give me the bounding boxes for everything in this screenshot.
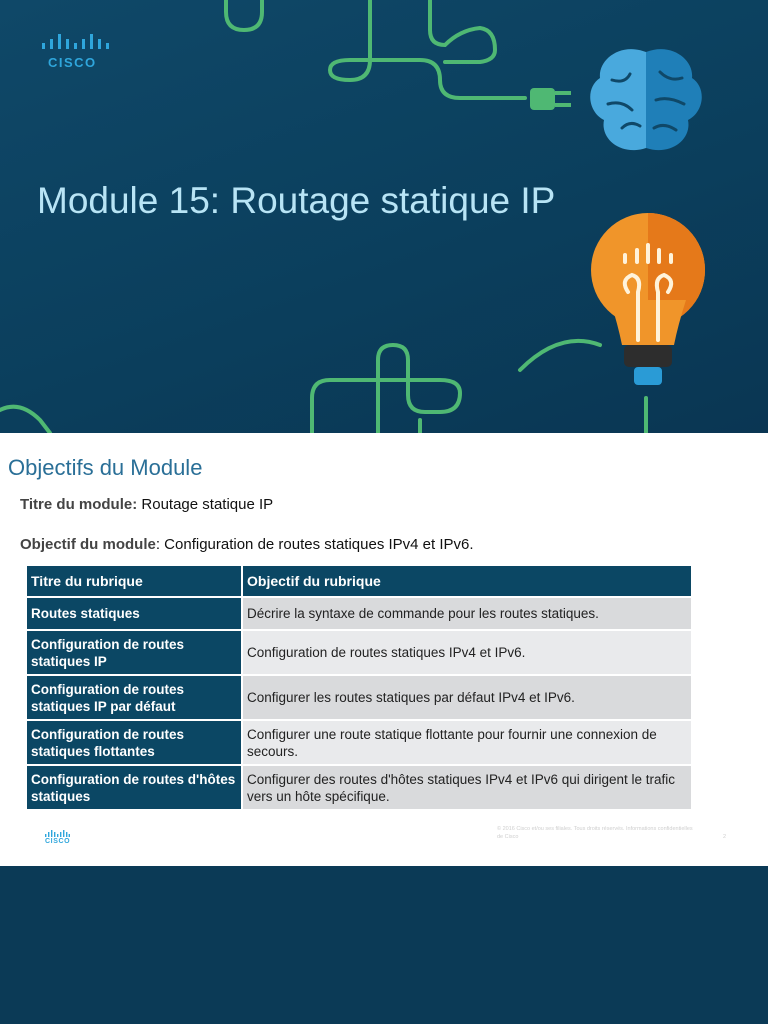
header-topic-objective: Objectif du rubrique <box>243 566 691 596</box>
objectives-slide <box>0 433 768 866</box>
topic-objective-cell: Configuration de routes statiques IPv4 et IPv6. <box>243 631 691 674</box>
topic-objective-cell: Décrire la syntaxe de commande pour les routes statiques. <box>243 598 691 629</box>
brain-icon <box>590 49 702 150</box>
table-header-row <box>27 566 691 596</box>
module-title-value: Routage statique IP <box>141 496 274 513</box>
footer-copyright: © 2016 Cisco et/ou ses filiales. Tous droits réservés. Informations confidentielles de Cisco <box>497 826 693 840</box>
module-title-label: Titre du module: <box>20 496 138 513</box>
lightbulb-icon <box>591 213 705 385</box>
module-objective-value: : Configuration de routes statiques IPv4 et IPv6. <box>155 536 474 553</box>
topic-title-cell: Configuration de routes statiques IP <box>27 631 243 674</box>
title-slide <box>0 0 768 433</box>
table-row <box>27 721 691 764</box>
topic-objective-cell: Configurer une route statique flottante pour fournir une connexion de secours. <box>243 721 691 764</box>
objectives-heading: Objectifs du Module <box>8 455 203 480</box>
cisco-logo-icon <box>38 34 110 52</box>
topics-table <box>27 564 691 811</box>
header-topic-title: Titre du rubrique <box>27 566 243 596</box>
table-row <box>27 598 691 629</box>
footer-cisco-logo-text: CISCO <box>45 838 71 845</box>
module-objective-label: Objectif du module <box>20 536 156 553</box>
plug-icon <box>530 88 571 110</box>
topic-title-cell: Configuration de routes statiques flottantes <box>27 721 243 764</box>
cisco-logo-text: CISCO <box>48 55 97 70</box>
footer-page-number: 2 <box>723 834 727 840</box>
table-row <box>27 766 691 809</box>
module-title-line <box>20 496 273 513</box>
footer-cisco-logo-icon <box>44 830 70 837</box>
topic-title-cell: Configuration de routes statiques IP par défaut <box>27 676 243 719</box>
topic-title-cell: Routes statiques <box>27 598 243 629</box>
topic-title-cell: Configuration de routes d'hôtes statiques <box>27 766 243 809</box>
module-title: Module 15: Routage statique IP <box>37 180 556 221</box>
table-row <box>27 676 691 719</box>
module-objective-line <box>20 536 474 553</box>
topic-objective-cell: Configurer des routes d'hôtes statiques IPv4 et IPv6 qui dirigent le trafic vers un hôte spécifique. <box>243 766 691 809</box>
topic-objective-cell: Configurer les routes statiques par défaut IPv4 et IPv6. <box>243 676 691 719</box>
table-row <box>27 631 691 674</box>
